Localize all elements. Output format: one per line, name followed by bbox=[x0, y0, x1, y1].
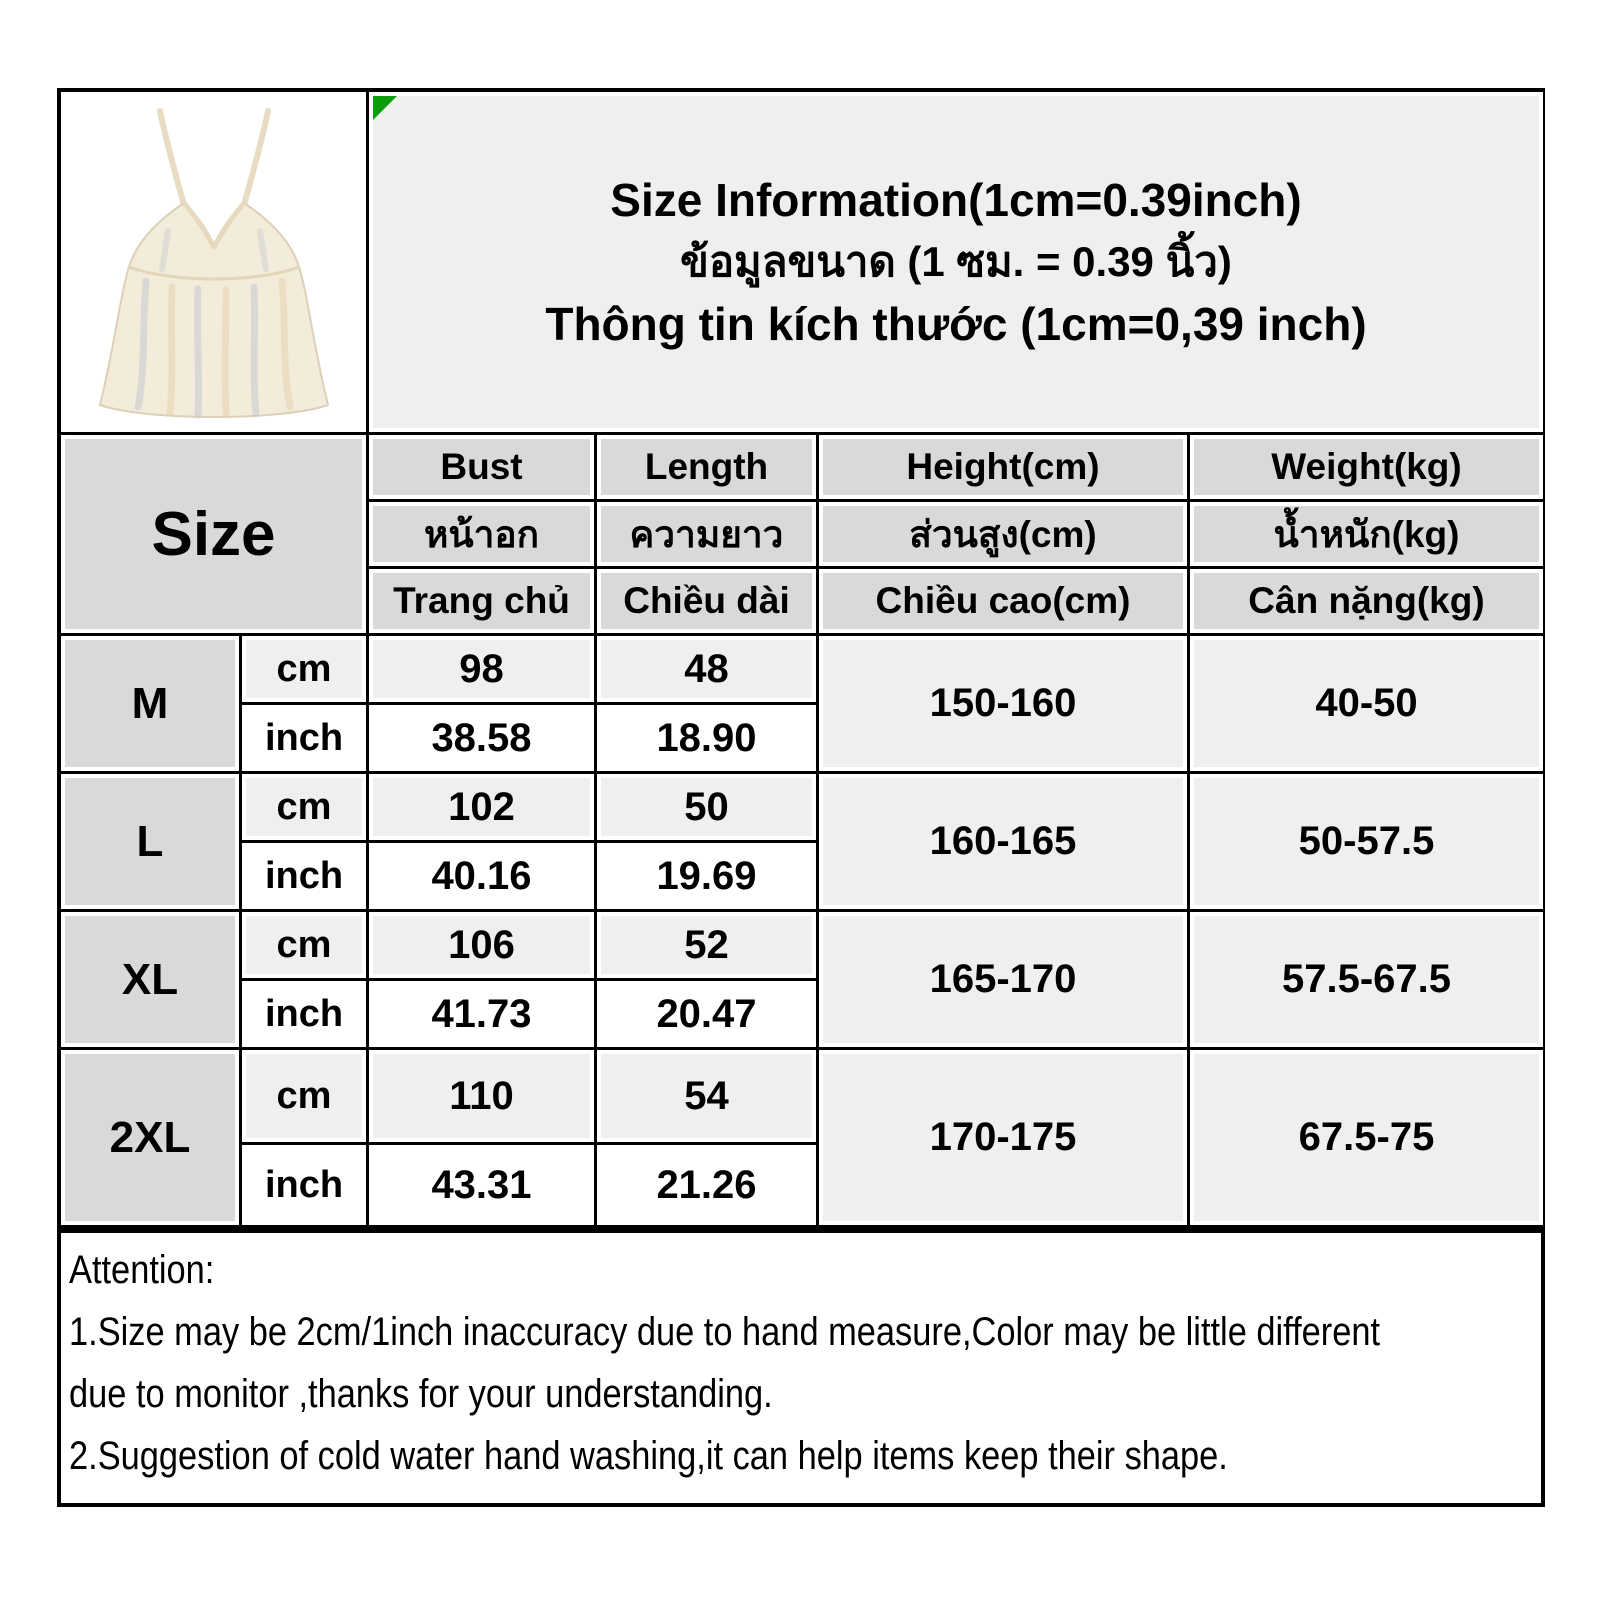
row-2xl-weight: 67.5-75 bbox=[1190, 1050, 1543, 1225]
header-height-en: Height(cm) bbox=[819, 435, 1187, 499]
attention-note-2: 2.Suggestion of cold water hand washing,it can help items keep their shape. bbox=[69, 1434, 1228, 1478]
attention-heading: Attention: bbox=[69, 1248, 215, 1292]
row-m-unit-cm: cm bbox=[242, 636, 366, 702]
header-weight-en: Weight(kg) bbox=[1190, 435, 1543, 499]
right-strap bbox=[244, 111, 268, 205]
title-thai: ข้อมูลขนาด (1 ซม. = 0.39 นิ้ว) bbox=[680, 238, 1232, 285]
product-image-cell bbox=[61, 92, 366, 432]
row-2xl-unit-inch: inch bbox=[242, 1145, 366, 1225]
row-l-height: 160-165 bbox=[819, 774, 1187, 909]
size-chart bbox=[57, 88, 1545, 1507]
row-m-weight: 40-50 bbox=[1190, 636, 1543, 771]
row-2xl-bust-inch: 43.31 bbox=[369, 1145, 594, 1225]
row-xl-size-label: XL bbox=[61, 912, 239, 1047]
header-height-vi: Chiều cao(cm) bbox=[819, 569, 1187, 633]
row-m-bust-cm: 98 bbox=[369, 636, 594, 702]
row-xl-bust-cm: 106 bbox=[369, 912, 594, 978]
spreadsheet-corner-marker-icon bbox=[373, 96, 397, 120]
header-bust-en: Bust bbox=[369, 435, 594, 499]
title-english: Size Information(1cm=0.39inch) bbox=[610, 174, 1302, 226]
row-xl-unit-cm: cm bbox=[242, 912, 366, 978]
header-weight-th: น้ำหนัก(kg) bbox=[1190, 502, 1543, 566]
row-2xl-size-label: 2XL bbox=[61, 1050, 239, 1225]
title-vietnamese: Thông tin kích thước (1cm=0,39 inch) bbox=[545, 298, 1367, 350]
attention-note-1: 1.Size may be 2cm/1inch inaccuracy due to hand measure,Color may be little different bbox=[69, 1310, 1381, 1354]
row-xl-unit-inch: inch bbox=[242, 981, 366, 1047]
attention-note-1-cont: due to monitor ,thanks for your understanding. bbox=[69, 1372, 773, 1416]
size-corner-header: Size bbox=[61, 435, 366, 633]
header-length-en: Length bbox=[597, 435, 816, 499]
title-cell bbox=[369, 92, 1543, 432]
row-l-length-cm: 50 bbox=[597, 774, 816, 840]
row-l-weight: 50-57.5 bbox=[1190, 774, 1543, 909]
row-l-bust-cm: 102 bbox=[369, 774, 594, 840]
row-xl-height: 165-170 bbox=[819, 912, 1187, 1047]
header-weight-vi: Cân nặng(kg) bbox=[1190, 569, 1543, 633]
header-height-th: ส่วนสูง(cm) bbox=[819, 502, 1187, 566]
header-bust-vi: Trang chủ bbox=[369, 569, 594, 633]
row-l-bust-inch: 40.16 bbox=[369, 843, 594, 909]
row-2xl-unit-cm: cm bbox=[242, 1050, 366, 1142]
header-length-vi: Chiều dài bbox=[597, 569, 816, 633]
camisole-body bbox=[100, 203, 328, 417]
row-m-length-inch: 18.90 bbox=[597, 705, 816, 771]
row-l-unit-inch: inch bbox=[242, 843, 366, 909]
row-xl-length-inch: 20.47 bbox=[597, 981, 816, 1047]
row-m-length-cm: 48 bbox=[597, 636, 816, 702]
header-length-th: ความยาว bbox=[597, 502, 816, 566]
row-xl-bust-inch: 41.73 bbox=[369, 981, 594, 1047]
row-m-unit-inch: inch bbox=[242, 705, 366, 771]
row-2xl-bust-cm: 110 bbox=[369, 1050, 594, 1142]
row-m-height: 150-160 bbox=[819, 636, 1187, 771]
row-2xl-length-inch: 21.26 bbox=[597, 1145, 816, 1225]
size-table bbox=[57, 88, 1545, 1229]
row-l-size-label: L bbox=[61, 774, 239, 909]
product-photo-camisole bbox=[68, 101, 360, 423]
row-xl-length-cm: 52 bbox=[597, 912, 816, 978]
row-2xl-length-cm: 54 bbox=[597, 1050, 816, 1142]
row-m-bust-inch: 38.58 bbox=[369, 705, 594, 771]
row-m-size-label: M bbox=[61, 636, 239, 771]
header-bust-th: หน้าอก bbox=[369, 502, 594, 566]
row-l-length-inch: 19.69 bbox=[597, 843, 816, 909]
attention-box bbox=[57, 1229, 1545, 1507]
row-l-unit-cm: cm bbox=[242, 774, 366, 840]
left-strap bbox=[160, 111, 184, 205]
row-2xl-height: 170-175 bbox=[819, 1050, 1187, 1225]
row-xl-weight: 57.5-67.5 bbox=[1190, 912, 1543, 1047]
